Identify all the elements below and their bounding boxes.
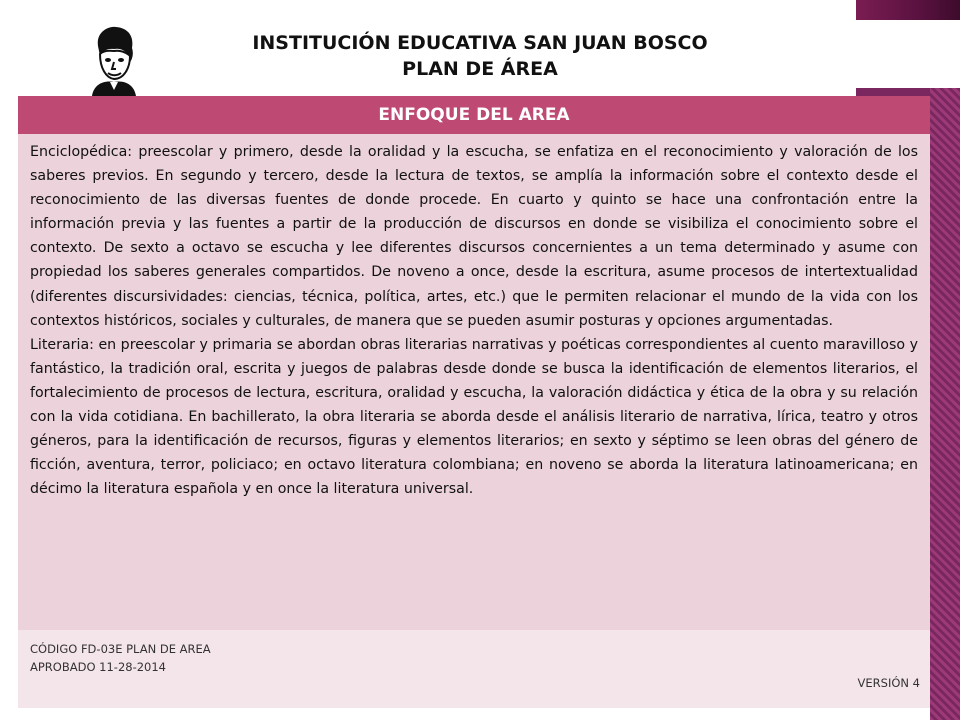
card-body xyxy=(18,134,930,501)
card-title: ENFOQUE DEL AREA xyxy=(18,96,930,134)
card-footer xyxy=(18,630,930,708)
content-card xyxy=(18,96,930,708)
paragraph-literaria: Literaria: en preescolar y primaria se abordan obras literarias narrativas y poéticas correspondientes al cuento maravilloso y fantástico, la tradición oral, escrita y juegos de palabras desde donde se busca la identificación de elementos literarios, el fortalecimiento de procesos de lectura, escritura, oralidad y escucha, la valoración didáctica y ética de la obra y su relación con la vida cotidiana. En bachillerato, la obra literaria se aborda desde el análisis literario de narrativa, lírica, teatro y otros géneros, para la identificación de recursos, figuras y elementos literarios; en sexto y séptimo se leen obras del género de ficción, aventura, terror, policiaco; en octavo literatura colombiana; en noveno se aborda la literatura latinoamericana; en décimo la literatura española y en once la literatura universal. xyxy=(30,336,918,498)
document-version: VERSIÓN 4 xyxy=(857,676,920,690)
footer-meta xyxy=(30,640,211,676)
plan-title: PLAN DE ÁREA xyxy=(402,58,558,80)
document-code: CÓDIGO FD-03E PLAN DE AREA xyxy=(30,642,211,656)
decorative-side-cap xyxy=(856,88,930,96)
approval-date: APROBADO 11-28-2014 xyxy=(30,660,166,674)
document-header xyxy=(0,30,960,82)
decorative-top-bar xyxy=(856,0,960,20)
decorative-side-stripe xyxy=(930,88,960,720)
paragraph-enciclopedica: Enciclopédica: preescolar y primero, desde la oralidad y la escucha, se enfatiza en el reconocimiento y valoración de los saberes previos. En segundo y tercero, desde la lectura de textos, se amplía la información sobre el contexto desde el reconocimiento de las diversas fuentes de donde procede. En cuarto y quinto se hace una confrontación entre la información previa y las fuentes a partir de la producción de discursos en donde se visibiliza el conocimiento sobre el contexto. De sexto a octavo se escucha y lee diferentes discursos concernientes a un tema determinado y asume con propiedad los saberes generales compartidos. De noveno a once, desde la escritura, asume procesos de intertextualidad (diferentes discursividades: ciencias, técnica, política, artes, etc.) que le permiten relacionar el mundo de la vida con los contextos históricos, sociales y culturales, de manera que se pueden asumir posturas y opciones argumentadas. xyxy=(30,144,918,329)
institution-title: INSTITUCIÓN EDUCATIVA SAN JUAN BOSCO xyxy=(252,32,708,54)
